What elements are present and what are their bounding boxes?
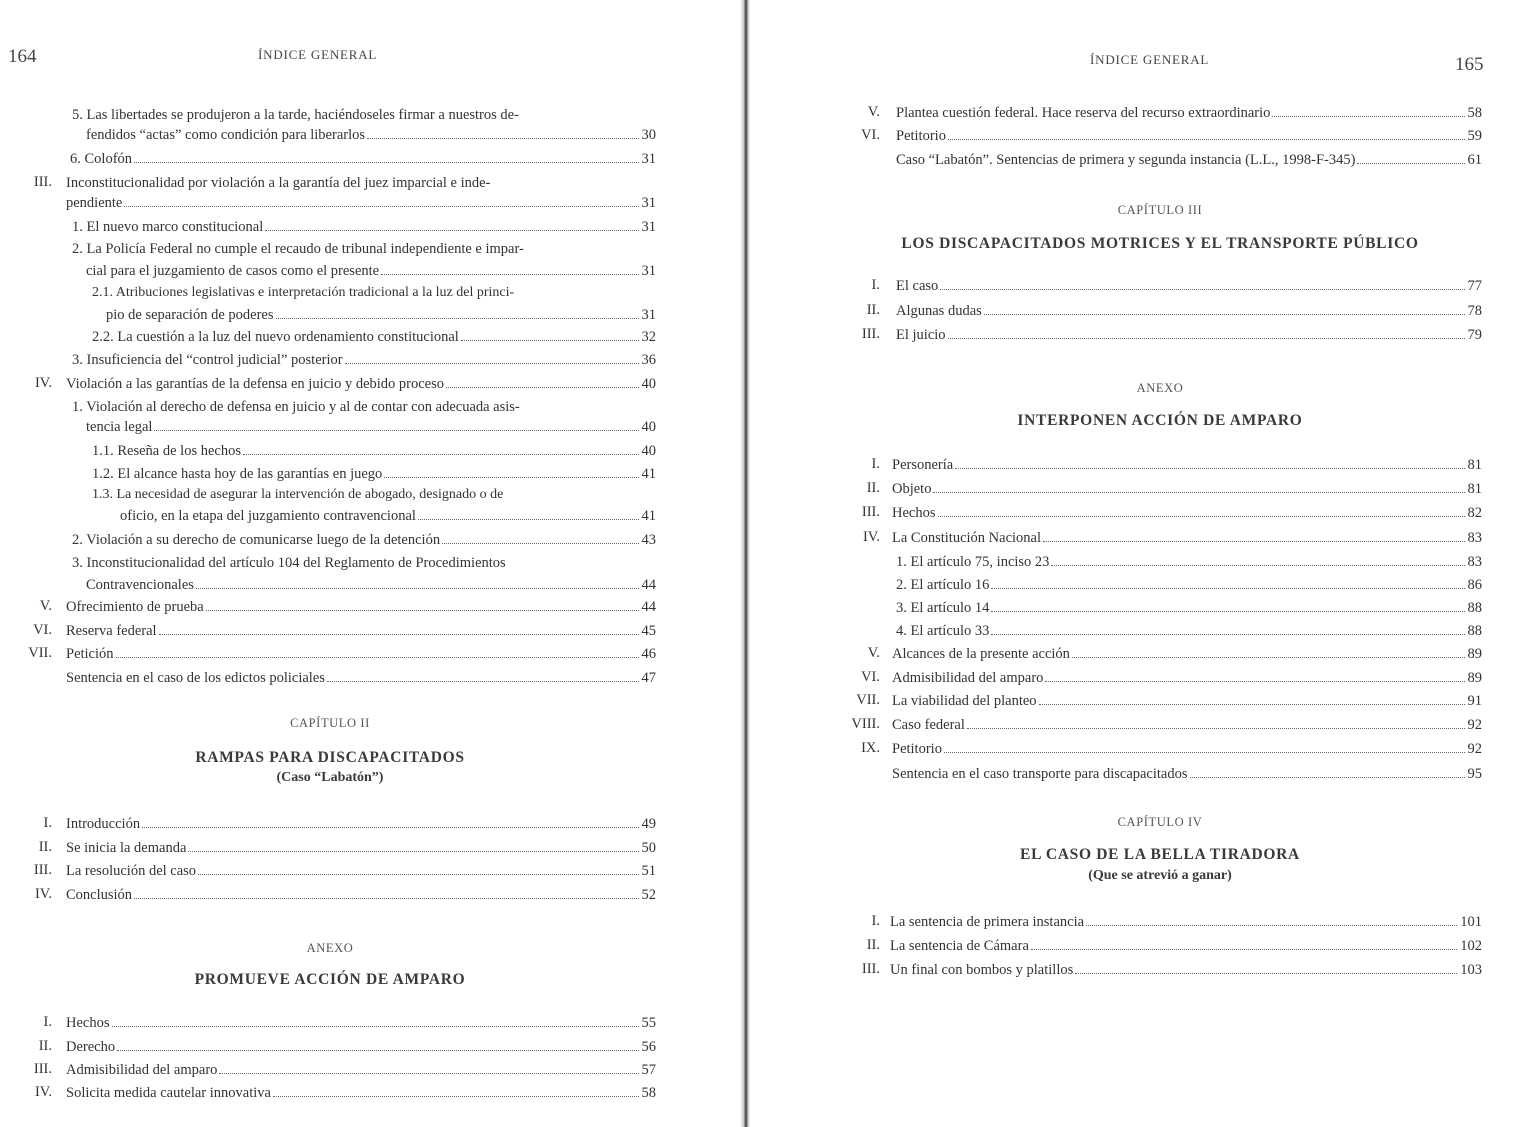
entry-page: 77 (1467, 278, 1482, 294)
leader-dots (1072, 657, 1465, 658)
entry-page: 50 (641, 840, 656, 856)
entry-text: Se inicia la demanda (66, 840, 187, 856)
entry-text: Algunas dudas (896, 303, 982, 319)
toc-entry (66, 669, 656, 687)
entry-page: 32 (641, 329, 656, 345)
toc-entry (892, 692, 1482, 710)
leader-dots (933, 492, 1464, 493)
toc-entry (892, 716, 1482, 734)
toc-entry (72, 351, 656, 369)
leader-dots (991, 611, 1464, 612)
entry-number: V. (867, 645, 880, 661)
entry-number: VII. (28, 645, 52, 661)
toc-entry (106, 306, 656, 324)
leader-dots (1051, 565, 1464, 566)
leader-dots (984, 314, 1465, 315)
chapter-label: CAPÍTULO IV (1117, 815, 1203, 829)
toc-entry (86, 576, 656, 594)
entry-number: IV. (862, 529, 880, 545)
toc-entry-line: Inconstitucionalidad por violación a la garantía del juez imparcial e inde- (66, 175, 491, 191)
toc-entry (896, 151, 1482, 169)
toc-entry (66, 1084, 656, 1102)
toc-entry (66, 862, 656, 880)
entry-page: 41 (641, 466, 656, 482)
entry-text: Violación a las garantías de la defensa en juicio y debido proceso (66, 376, 445, 392)
toc-entry (892, 740, 1482, 758)
toc-entry (896, 277, 1482, 295)
toc-entry (896, 576, 1482, 594)
entry-number: IV. (34, 1084, 52, 1100)
entry-text: Admisibilidad del amparo (66, 1062, 218, 1078)
entry-page: 103 (1460, 962, 1482, 978)
entry-text: Personería (892, 457, 954, 473)
leader-dots (955, 468, 1464, 469)
entry-page: 83 (1467, 554, 1482, 570)
leader-dots (461, 340, 639, 341)
entry-text: La resolución del caso (66, 863, 197, 879)
toc-entry (66, 839, 656, 857)
entry-number: II. (38, 1038, 52, 1054)
entry-text: 3. Insuficiencia del “control judicial” posterior (72, 352, 343, 368)
toc-entry (892, 645, 1482, 663)
page-number: 164 (8, 46, 37, 67)
entry-page: 40 (641, 443, 656, 459)
entry-number: III. (33, 174, 52, 190)
entry-number: V. (39, 598, 52, 614)
leader-dots (206, 610, 639, 611)
entry-page: 44 (641, 599, 656, 615)
entry-text: La sentencia de Cámara (890, 938, 1029, 954)
toc-entry (86, 126, 656, 144)
leader-dots (1031, 949, 1457, 950)
entry-page: 49 (641, 816, 656, 832)
leader-dots (154, 430, 638, 431)
entry-page: 31 (641, 219, 656, 235)
entry-text: 1.2. El alcance hasta hoy de las garantías en juego (92, 466, 383, 482)
leader-dots (442, 543, 638, 544)
entry-page: 58 (641, 1085, 656, 1101)
toc-entry-line: 2.1. Atribuciones legislativas e interpretación tradicional a la luz del princi- (92, 285, 515, 300)
leader-dots (967, 728, 1465, 729)
toc-entry (70, 150, 656, 168)
leader-dots (265, 230, 638, 231)
leader-dots (1075, 973, 1457, 974)
leader-dots (196, 588, 639, 589)
entry-text: Petitorio (896, 128, 946, 144)
entry-text: Objeto (892, 481, 932, 497)
leader-dots (243, 454, 639, 455)
toc-entry (66, 1014, 656, 1032)
entry-page: 59 (1467, 128, 1482, 144)
leader-dots (384, 477, 638, 478)
toc-entry (92, 442, 656, 460)
toc-entry (896, 622, 1482, 640)
entry-text: cial para el juzgamiento de casos como el presente (86, 263, 380, 279)
leader-dots (327, 681, 639, 682)
entry-page: 30 (641, 127, 656, 143)
chapter-label: CAPÍTULO II (290, 716, 370, 730)
leader-dots (1039, 704, 1465, 705)
entry-text: Hechos (892, 505, 936, 521)
leader-dots (142, 827, 638, 828)
entry-text: 2.2. La cuestión a la luz del nuevo ordenamiento constitucional (92, 329, 459, 345)
entry-text: tencia legal (86, 419, 153, 435)
leader-dots (134, 898, 638, 899)
toc-entry-line: 5. Las libertades se produjeron a la tarde, haciéndoseles firmar a nuestros de- (72, 107, 519, 123)
entry-text: pio de separación de poderes (106, 307, 274, 323)
annex-title: INTERPONEN ACCIÓN DE AMPARO (1017, 412, 1303, 429)
entry-number: IV. (34, 375, 52, 391)
entry-page: 88 (1467, 600, 1482, 616)
leader-dots (273, 1096, 639, 1097)
entry-number: III. (861, 326, 880, 342)
entry-page: 89 (1467, 670, 1482, 686)
entry-number: III. (33, 1061, 52, 1077)
right-page (750, 0, 1536, 1127)
chapter-title: EL CASO DE LA BELLA TIRADORA (1020, 846, 1300, 863)
entry-number: I. (871, 456, 880, 472)
toc-entry (896, 302, 1482, 320)
toc-entry (896, 599, 1482, 617)
entry-page: 44 (641, 577, 656, 593)
entry-text: Petición (66, 646, 114, 662)
leader-dots (159, 634, 639, 635)
entry-number: III. (33, 862, 52, 878)
entry-text: fendidos “actas” como condición para liberarlos (86, 127, 366, 143)
entry-text: Petitorio (892, 741, 942, 757)
chapter-title: RAMPAS PARA DISCAPACITADOS (195, 749, 465, 766)
leader-dots (188, 851, 638, 852)
left-page (0, 0, 744, 1127)
chapter-title: LOS DISCAPACITADOS MOTRICES Y EL TRANSPORTE PÚBLICO (901, 235, 1419, 252)
entry-text: Reserva federal (66, 623, 157, 639)
entry-page: 79 (1467, 327, 1482, 343)
entry-text: Alcances de la presente acción (892, 646, 1070, 662)
entry-text: Ofrecimiento de prueba (66, 599, 204, 615)
entry-page: 56 (641, 1039, 656, 1055)
entry-page: 51 (641, 863, 656, 879)
toc-entry (896, 326, 1482, 344)
annex-label: ANEXO (1136, 381, 1184, 395)
entry-page: 92 (1467, 717, 1482, 733)
entry-page: 78 (1467, 303, 1482, 319)
annex-label: ANEXO (306, 941, 354, 955)
entry-text: Sentencia en el caso transporte para discapacitados (892, 766, 1188, 782)
leader-dots (418, 519, 639, 520)
leader-dots (1272, 116, 1464, 117)
entry-text: La viabilidad del planteo (892, 693, 1037, 709)
entry-page: 40 (641, 419, 656, 435)
entry-number: IX. (861, 740, 880, 756)
entry-text: Solicita medida cautelar innovativa (66, 1085, 271, 1101)
leader-dots (116, 657, 639, 658)
entry-text: El juicio (896, 327, 946, 343)
toc-entry-line: 2. La Policía Federal no cumple el recaudo de tribunal independiente e impar- (72, 241, 524, 257)
leader-dots (1086, 925, 1457, 926)
toc-entry-line: 1.3. La necesidad de asegurar la intervención de abogado, designado o de (92, 487, 504, 502)
chapter-subtitle: (Caso “Labatón”) (276, 770, 384, 785)
toc-entry (892, 456, 1482, 474)
entry-text: 4. El artículo 33 (896, 623, 990, 639)
entry-text: 2. Violación a su derecho de comunicarse luego de la detención (72, 532, 441, 548)
entry-page: 57 (641, 1062, 656, 1078)
entry-page: 55 (641, 1015, 656, 1031)
toc-entry (66, 598, 656, 616)
entry-page: 40 (641, 376, 656, 392)
entry-page: 81 (1467, 457, 1482, 473)
book-gutter (740, 0, 750, 1127)
toc-entry (92, 328, 656, 346)
toc-entry (892, 765, 1482, 783)
leader-dots (124, 206, 638, 207)
toc-entry (72, 531, 656, 549)
entry-page: 88 (1467, 623, 1482, 639)
leader-dots (1045, 681, 1464, 682)
toc-entry (892, 504, 1482, 522)
leader-dots (1043, 541, 1465, 542)
entry-text: oficio, en la etapa del juzgamiento contravencional (120, 508, 416, 524)
chapter-label: CAPÍTULO III (1117, 203, 1203, 217)
leader-dots (938, 516, 1465, 517)
toc-entry (92, 465, 656, 483)
toc-entry (66, 1038, 656, 1056)
leader-dots (1190, 777, 1465, 778)
toc-entry (892, 669, 1482, 687)
toc-entry (896, 553, 1482, 571)
entry-page: 61 (1467, 152, 1482, 168)
leader-dots (276, 318, 639, 319)
entry-page: 101 (1460, 914, 1482, 930)
entry-page: 47 (641, 670, 656, 686)
entry-number: II. (38, 839, 52, 855)
entry-number: V. (867, 104, 880, 120)
entry-text: Conclusión (66, 887, 133, 903)
leader-dots (134, 162, 638, 163)
toc-entry-line: 1. Violación al derecho de defensa en juicio y al de contar con adecuada asis- (72, 399, 520, 415)
entry-number: III. (861, 961, 880, 977)
toc-entry (66, 194, 656, 212)
entry-page: 31 (641, 151, 656, 167)
entry-number: I. (871, 913, 880, 929)
entry-text: 2. El artículo 16 (896, 577, 990, 593)
toc-entry (86, 418, 656, 436)
leader-dots (948, 139, 1465, 140)
entry-text: 1. El nuevo marco constitucional (72, 219, 264, 235)
entry-page: 86 (1467, 577, 1482, 593)
entry-text: Un final con bombos y platillos (890, 962, 1074, 978)
toc-entry (86, 262, 656, 280)
entry-text: La sentencia de primera instancia (890, 914, 1085, 930)
leader-dots (112, 1026, 639, 1027)
entry-number: I. (43, 815, 52, 831)
running-head: ÍNDICE GENERAL (258, 47, 378, 62)
entry-text: 1.1. Reseña de los hechos (92, 443, 241, 459)
toc-entry (896, 104, 1482, 122)
toc-entry (66, 645, 656, 663)
entry-text: La Constitución Nacional (892, 530, 1041, 546)
leader-dots (381, 274, 638, 275)
entry-number: II. (866, 302, 880, 318)
entry-text: Contravencionales (86, 577, 194, 593)
entry-page: 92 (1467, 741, 1482, 757)
entry-text: Caso federal (892, 717, 965, 733)
entry-page: 31 (641, 195, 656, 211)
leader-dots (944, 752, 1465, 753)
leader-dots (940, 289, 1464, 290)
entry-text: El caso (896, 278, 939, 294)
toc-entry (890, 913, 1482, 931)
entry-text: pendiente (66, 195, 123, 211)
entry-page: 81 (1467, 481, 1482, 497)
entry-number: VI. (861, 127, 880, 143)
leader-dots (991, 634, 1464, 635)
entry-page: 31 (641, 307, 656, 323)
entry-number: VII. (856, 692, 880, 708)
toc-entry (892, 529, 1482, 547)
entry-page: 89 (1467, 646, 1482, 662)
entry-page: 46 (641, 646, 656, 662)
entry-number: VI. (33, 622, 52, 638)
leader-dots (367, 138, 638, 139)
leader-dots (1357, 163, 1464, 164)
entry-page: 58 (1467, 105, 1482, 121)
entry-page: 45 (641, 623, 656, 639)
entry-text: 1. El artículo 75, inciso 23 (896, 554, 1050, 570)
entry-page: 95 (1467, 766, 1482, 782)
entry-page: 82 (1467, 505, 1482, 521)
entry-page: 83 (1467, 530, 1482, 546)
entry-page: 102 (1460, 938, 1482, 954)
entry-text: Plantea cuestión federal. Hace reserva del recurso extraordinario (896, 105, 1271, 121)
running-head: ÍNDICE GENERAL (1090, 52, 1210, 67)
toc-entry (66, 622, 656, 640)
leader-dots (991, 588, 1464, 589)
entry-number: VI. (861, 669, 880, 685)
leader-dots (117, 1050, 638, 1051)
toc-entry (66, 886, 656, 904)
entry-page: 31 (641, 263, 656, 279)
toc-entry (892, 480, 1482, 498)
toc-entry (66, 375, 656, 393)
toc-entry-line: 3. Inconstitucionalidad del artículo 104 del Reglamento de Procedimientos (72, 555, 506, 571)
entry-number: III. (861, 504, 880, 520)
toc-entry (120, 507, 656, 525)
entry-text: Introducción (66, 816, 141, 832)
leader-dots (948, 338, 1465, 339)
entry-text: 3. El artículo 14 (896, 600, 990, 616)
entry-page: 36 (641, 352, 656, 368)
entry-page: 43 (641, 532, 656, 548)
entry-text: Caso “Labatón”. Sentencias de primera y segunda instancia (L.L., 1998-F-345) (896, 152, 1356, 168)
entry-text: Derecho (66, 1039, 116, 1055)
toc-entry (896, 127, 1482, 145)
toc-entry (66, 815, 656, 833)
entry-number: IV. (34, 886, 52, 902)
toc-entry (890, 937, 1482, 955)
entry-number: I. (871, 277, 880, 293)
entry-text: Hechos (66, 1015, 110, 1031)
leader-dots (446, 387, 638, 388)
chapter-subtitle: (Que se atrevió a ganar) (1088, 868, 1232, 883)
leader-dots (219, 1073, 638, 1074)
entry-text: 6. Colofón (70, 151, 133, 167)
leader-dots (198, 874, 638, 875)
page-number: 165 (1455, 54, 1484, 75)
entry-page: 41 (641, 508, 656, 524)
annex-title: PROMUEVE ACCIÓN DE AMPARO (194, 971, 466, 988)
entry-number: VIII. (851, 716, 880, 732)
entry-text: Admisibilidad del amparo (892, 670, 1044, 686)
toc-entry (890, 961, 1482, 979)
entry-number: I. (43, 1014, 52, 1030)
entry-number: II. (866, 937, 880, 953)
entry-page: 52 (641, 887, 656, 903)
toc-entry (72, 218, 656, 236)
entry-number: II. (866, 480, 880, 496)
toc-entry (66, 1061, 656, 1079)
entry-text: Sentencia en el caso de los edictos policiales (66, 670, 325, 686)
leader-dots (345, 363, 639, 364)
entry-page: 91 (1467, 693, 1482, 709)
